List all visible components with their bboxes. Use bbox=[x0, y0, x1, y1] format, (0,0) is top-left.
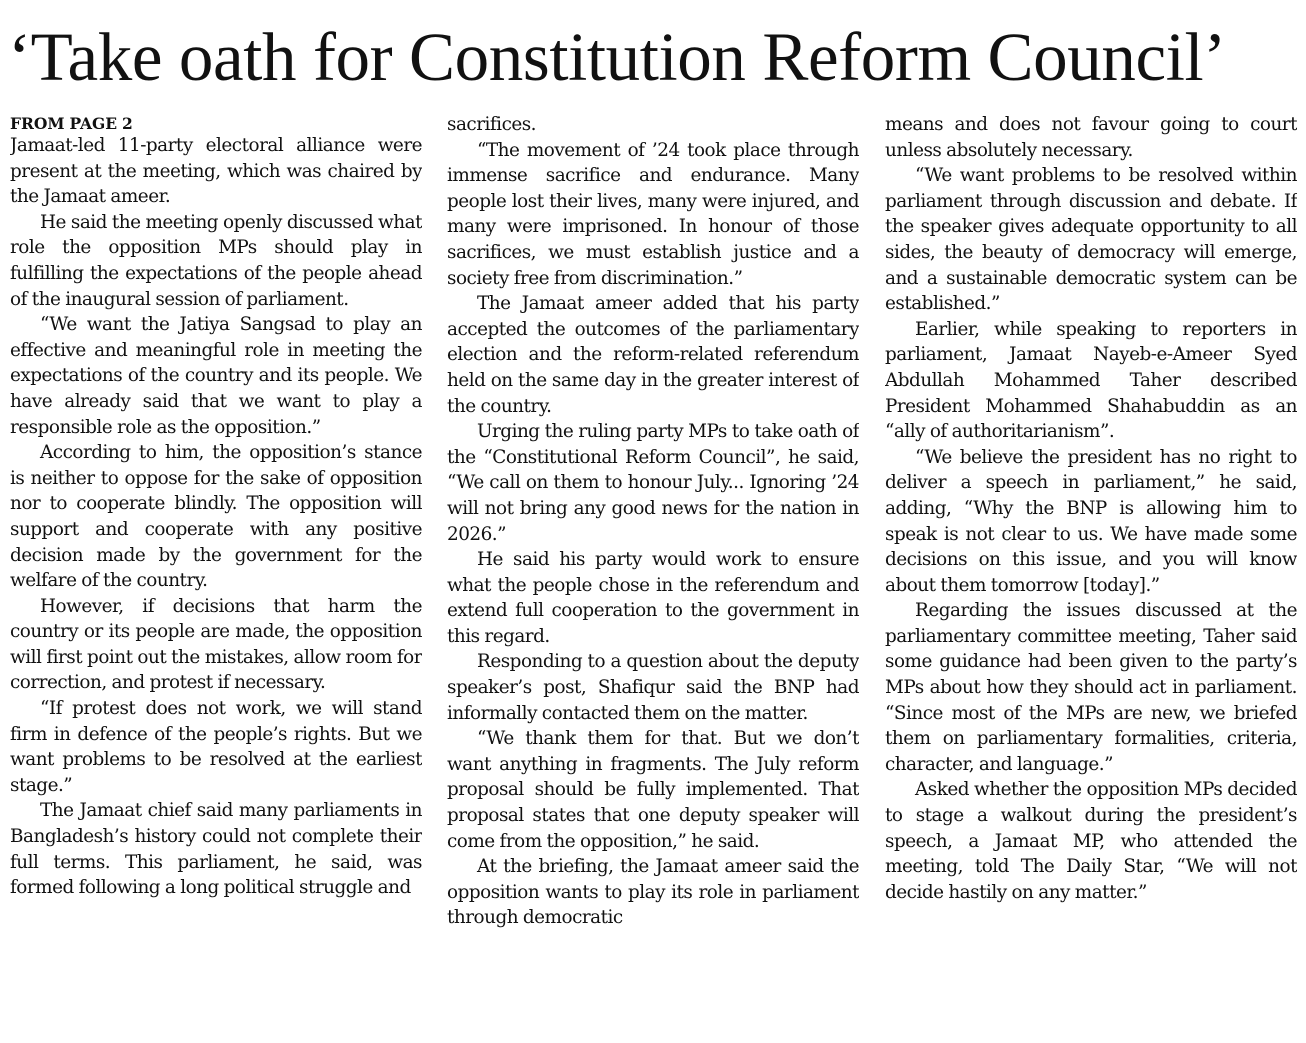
paragraph: sacrifices. bbox=[447, 114, 537, 135]
paragraph: He said his party would work to ensure what the people chose in the referendum and extend full cooperation to the government in this regard. bbox=[447, 549, 859, 647]
paragraph: However, if decisions that harm the country or its people are made, the opposition will first point out the mistakes, allow room for correction, and protest if necessary. bbox=[10, 595, 422, 694]
paragraph: Earlier, while speaking to reporters in parliament, Jamaat Nayeb-e-Ameer Syed Abdullah Mohammed Taher described President Mohammed Shahabuddin as an “ally of authoritarianism”. bbox=[885, 318, 1297, 443]
article-column-2 bbox=[447, 112, 859, 1038]
paragraph: “We want the Jatiya Sangsad to play an effective and meaningful role in meeting the expectations of the country and its people. We have already said that we want to play a responsible role as the opposition.” bbox=[10, 314, 422, 438]
paragraph: He said the meeting openly discussed what role the opposition MPs should play in fulfilling the expectations of the people ahead of the inaugural session of parliament. bbox=[10, 211, 422, 310]
paragraph: Responding to a question about the deputy speaker’s post, Shafiqur said the BNP had informally contacted them on the matter. bbox=[447, 651, 859, 724]
paragraph: The Jamaat chief said many parliaments in Bangladesh’s history could not complete their full terms. This parliament, he said, was formed following a long political struggle and bbox=[10, 800, 422, 899]
paragraph: Jamaat-led 11-party electoral alliance were present at the meeting, which was chaired by the Jamaat ameer. bbox=[10, 135, 422, 208]
paragraph: At the briefing, the Jamaat ameer said the opposition wants to play its role in parliament through democratic bbox=[447, 856, 859, 929]
article-column-1 bbox=[10, 112, 422, 1038]
paragraph: Urging the ruling party MPs to take oath of the “Constitutional Reform Council”, he said, “We call on them to honour July... Ignoring ’24 will not bring any good news for the nation in 2026.” bbox=[447, 421, 859, 545]
paragraph: “We want problems to be resolved within parliament through discussion and debate. If the speaker gives adequate opportunity to all sides, the beauty of democracy will emerge, and a sustainable democratic system can be established.” bbox=[885, 165, 1297, 315]
paragraph: means and does not favour going to court unless absolutely necessary. bbox=[885, 114, 1297, 161]
paragraph: “We believe the president has no right to deliver a speech in parliament,” he said, adding, “Why the BNP is allowing him to speak is not clear to us. We have made some decisions on this issue, and you will know about them tomorrow [today].” bbox=[885, 446, 1297, 596]
paragraph: “The movement of ’24 took place through immense sacrifice and endurance. Many people lost their lives, many were injured, and many were imprisoned. In honour of those sacrifices, we must establish justice and a society free from discrimination.” bbox=[447, 139, 859, 289]
paragraph: “We thank them for that. But we don’t want anything in fragments. The July reform proposal should be fully implemented. That proposal states that one deputy speaker will come from the opposition,” he said. bbox=[447, 728, 859, 852]
paragraph: The Jamaat ameer added that his party accepted the outcomes of the parliamentary election and the reform-related referendum held on the same day in the greater interest of the country. bbox=[447, 293, 859, 417]
paragraph: Asked whether the opposition MPs decided to stage a walkout during the president’s speech, a Jamaat MP, who attended the meeting, told The Daily Star, “We will not decide hastily on any matter.” bbox=[885, 779, 1297, 903]
paragraph: According to him, the opposition’s stance is neither to oppose for the sake of opposition nor to cooperate blindly. The opposition will support and cooperate with any positive decision made by the government for the welfare of the country. bbox=[10, 442, 422, 592]
paragraph: Regarding the issues discussed at the parliamentary committee meeting, Taher said some guidance had been given to the party’s MPs about how they should act in parliament. “Since most of the MPs are new, we briefed them on parliamentary formalities, criteria, character, and language.” bbox=[885, 600, 1297, 775]
paragraph: “If protest does not work, we will stand firm in defence of the people’s rights. But we want problems to be resolved at the earliest stage.” bbox=[10, 698, 422, 796]
continuation-kicker: FROM PAGE 2 bbox=[10, 114, 133, 133]
article-column-3 bbox=[885, 112, 1297, 1038]
article-headline: ‘Take oath for Constitution Reform Council’ bbox=[8, 19, 1226, 95]
